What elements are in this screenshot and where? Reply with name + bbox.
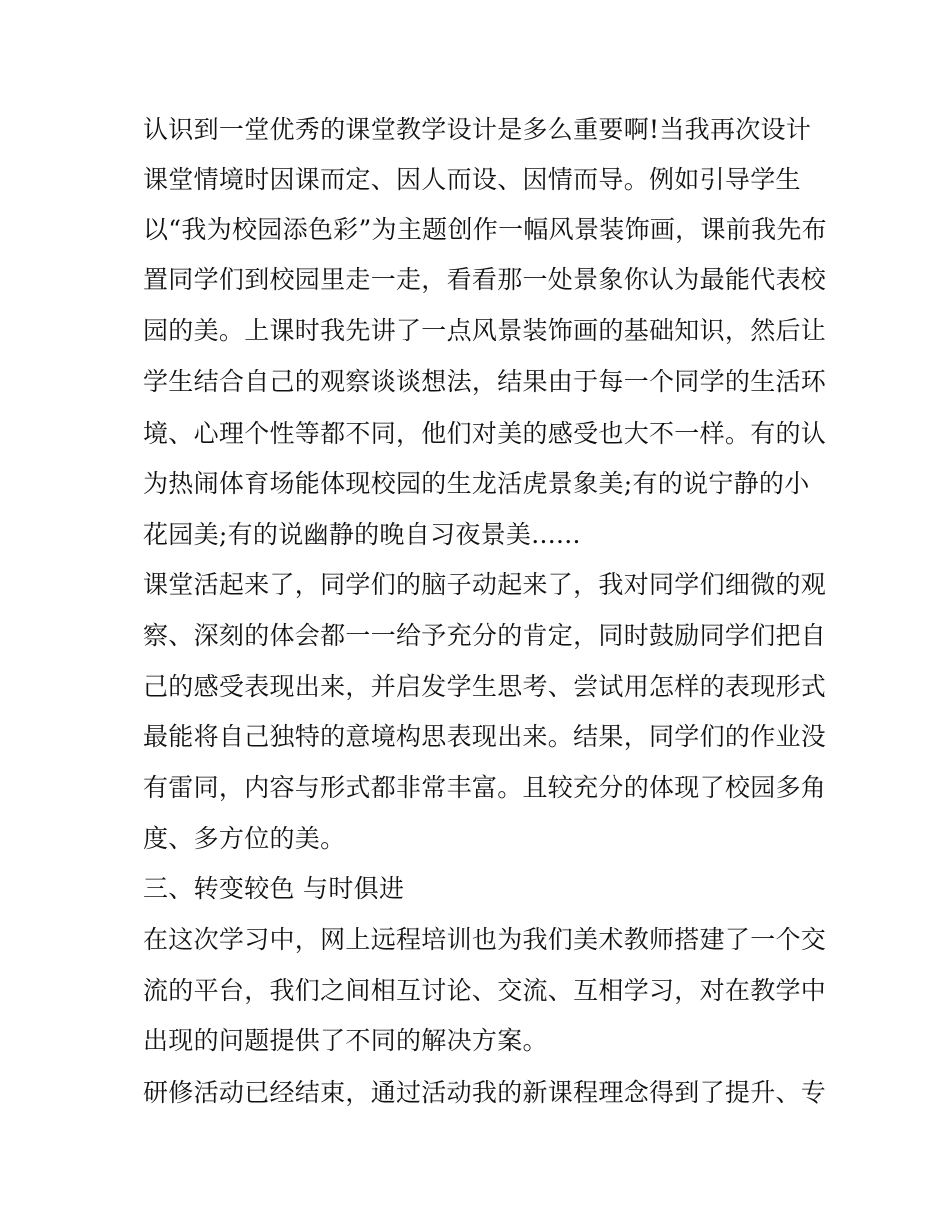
text-line-6: 学生结合自己的观察谈谈想法，结果由于每一个同学的生活环 <box>143 367 827 396</box>
text-line-18: 流的平台，我们之间相互讨论、交流、互相学习，对在教学中 <box>143 976 827 1005</box>
text-line-20: 研修活动已经结束，通过活动我的新课程理念得到了提升、专 <box>143 1078 827 1107</box>
text-line-10: 课堂活起来了，同学们的脑子动起来了，我对同学们细微的观 <box>143 570 827 599</box>
text-line-17: 在这次学习中，网上远程培训也为我们美术教师搭建了一个交 <box>143 925 827 954</box>
text-line-4: 置同学们到校园里走一走，看看那一处景象你认为最能代表校 <box>143 265 827 294</box>
text-line-1: 认识到一堂优秀的课堂教学设计是多么重要啊!当我再次设计 <box>143 115 812 144</box>
text-line-9: 花园美;有的说幽静的晚自习夜景美...... <box>143 520 581 549</box>
text-line-19: 出现的问题提供了不同的解决方案。 <box>143 1026 548 1055</box>
text-line-2: 课堂情境时因课而定、因人而设、因情而导。例如引导学生 <box>143 165 801 194</box>
text-line-11: 察、深刻的体会都一一给予充分的肯定，同时鼓励同学们把自 <box>143 621 827 650</box>
text-line-13: 最能将自己独特的意境构思表现出来。结果，同学们的作业没 <box>143 722 827 751</box>
text-line-14: 有雷同，内容与形式都非常丰富。且较充分的体现了校园多角 <box>143 773 827 802</box>
text-line-12: 己的感受表现出来，并启发学生思考、尝试用怎样的表现形式 <box>143 672 827 701</box>
text-line-5: 园的美。上课时我先讲了一点风景装饰画的基础知识，然后让 <box>143 316 827 345</box>
section-heading: 三、转变较色 与时俱进 <box>143 874 405 903</box>
text-line-8: 为热闹体育场能体现校园的生龙活虎景象美;有的说宁静的小 <box>143 469 810 498</box>
text-line-3: 以“我为校园添色彩”为主题创作一幅风景装饰画，课前我先布 <box>143 215 827 244</box>
text-line-7: 境、心理个性等都不同，他们对美的感受也大不一样。有的认 <box>143 419 827 448</box>
text-line-15: 度、多方位的美。 <box>143 824 346 853</box>
